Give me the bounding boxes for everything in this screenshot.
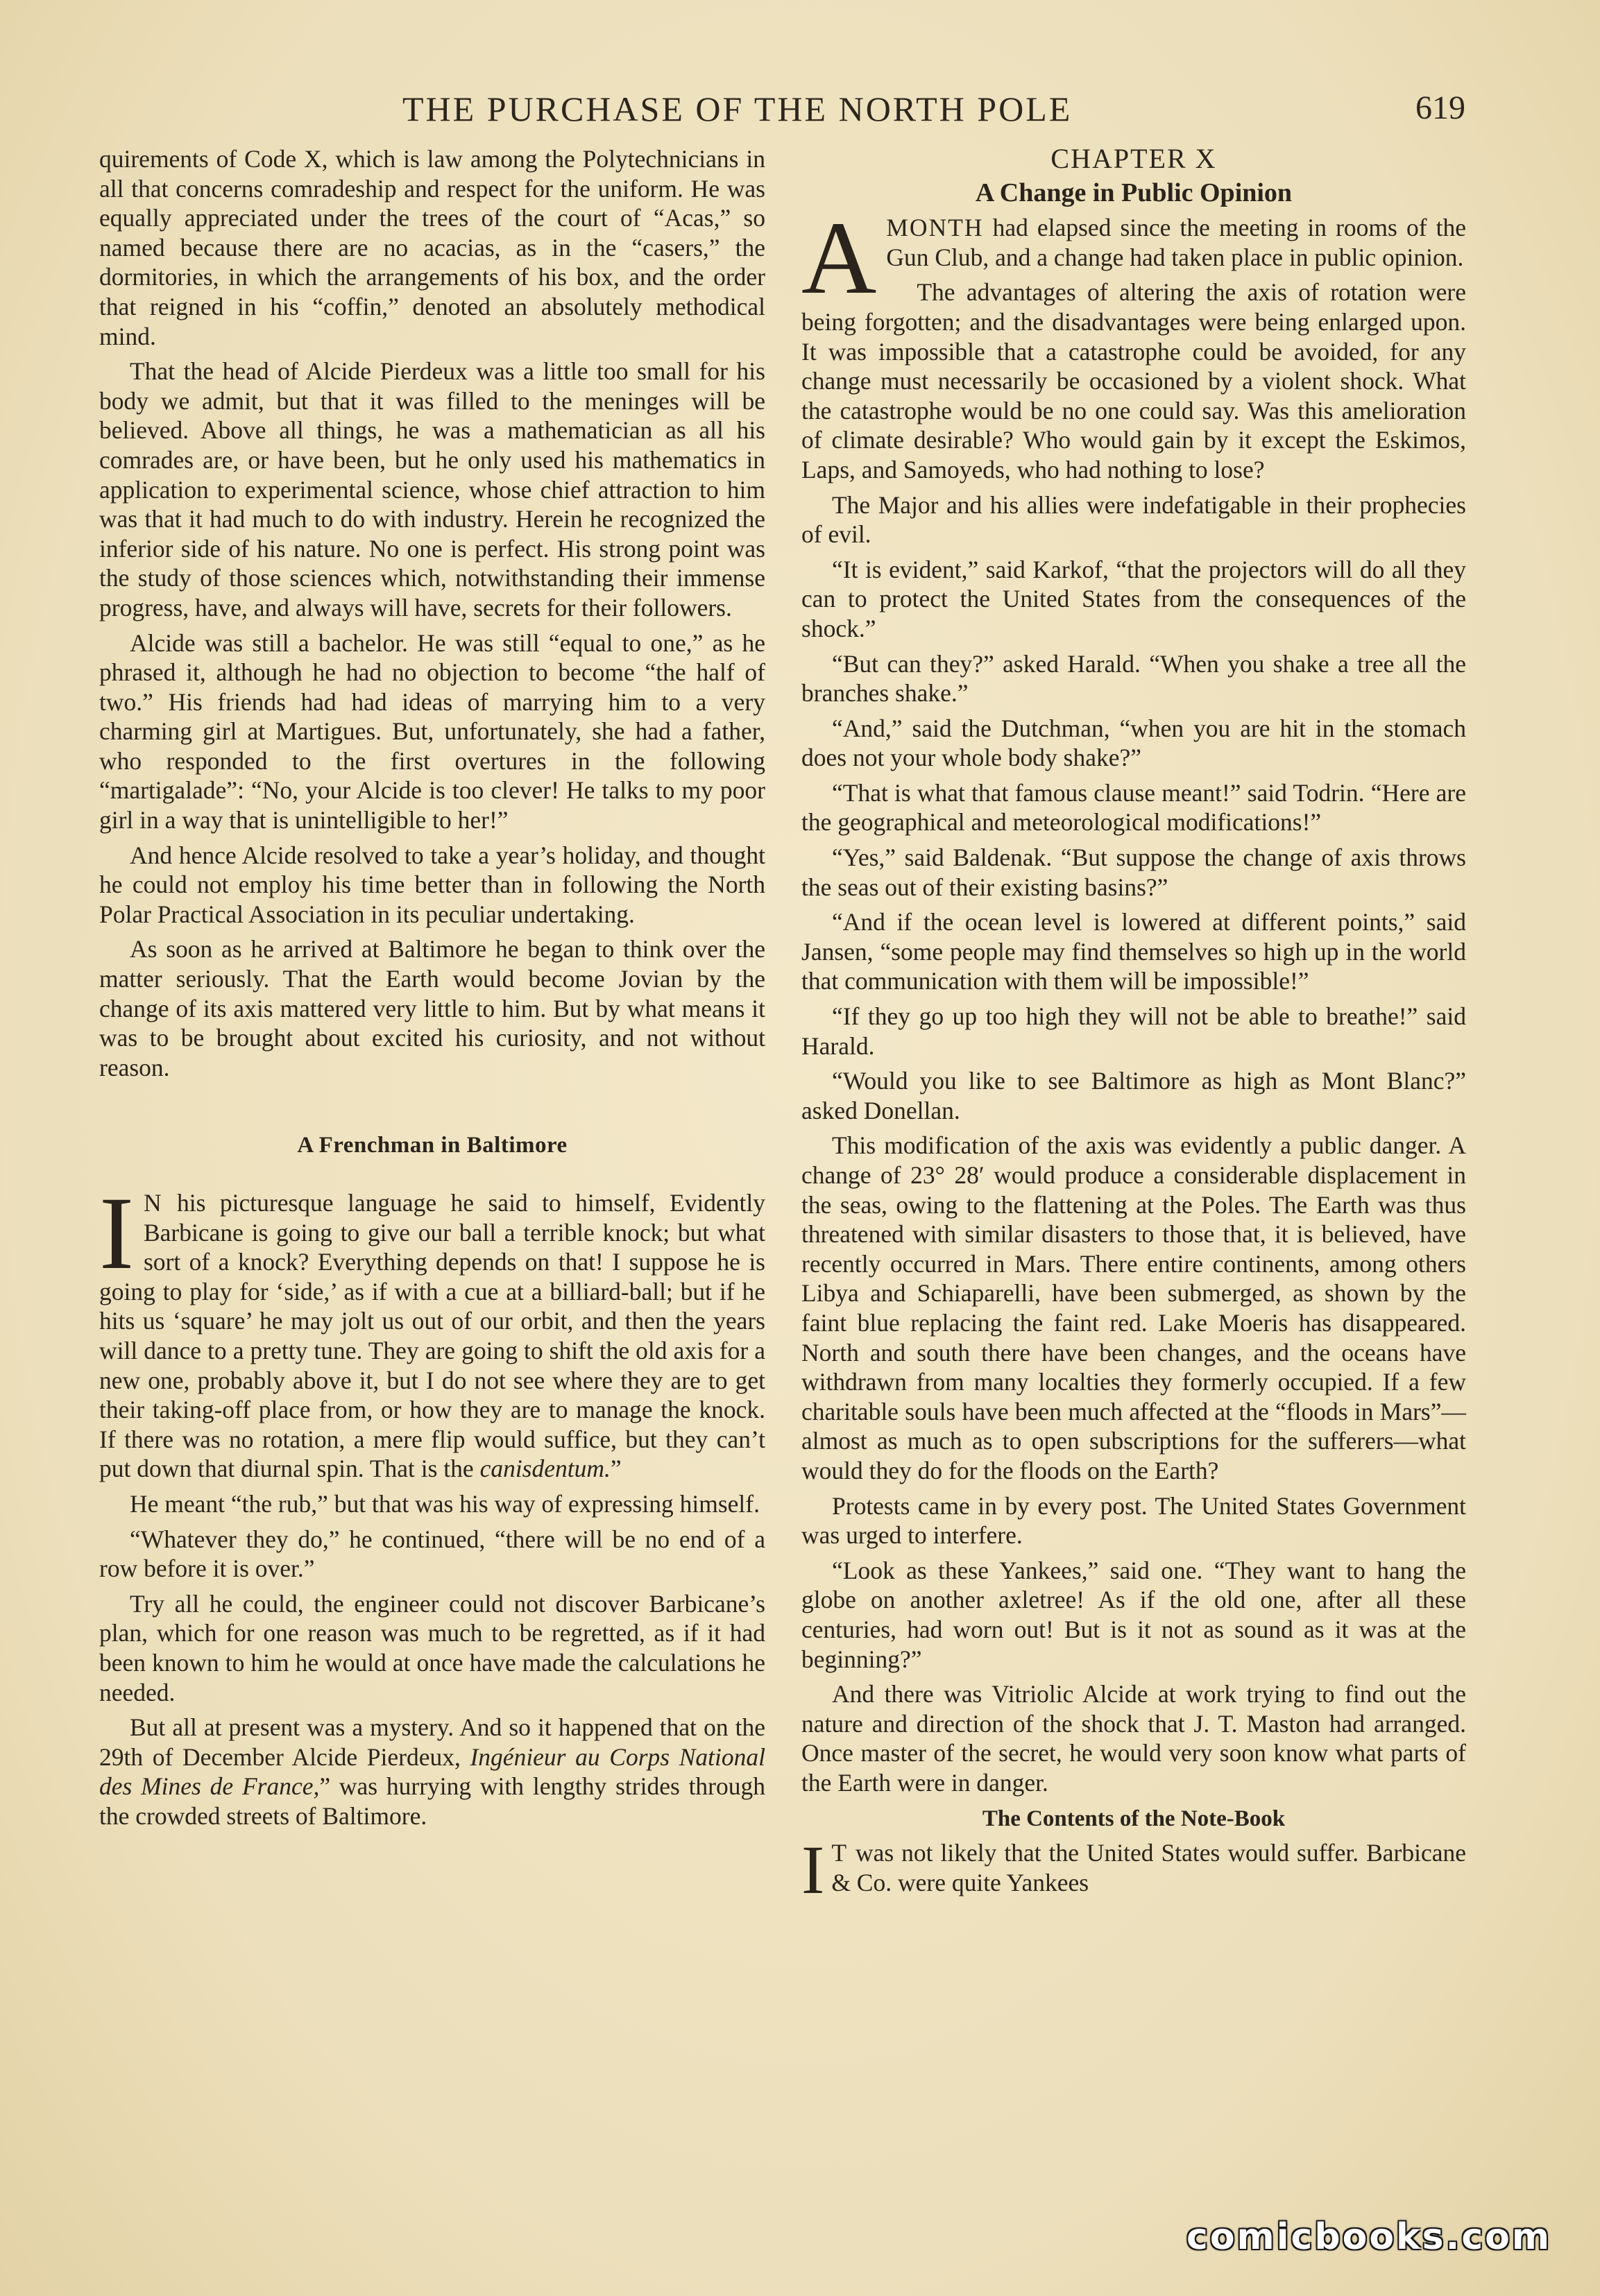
paragraph: “If they go up too high they will not be able to breathe!” said Harald. — [801, 1002, 1466, 1060]
section-title: A Frenchman in Baltimore — [297, 1133, 568, 1158]
drop-cap: I — [99, 1176, 134, 1291]
paragraph: And hence Alcide resolved to take a year’s holiday, and thought he could not employ his time better than in following the North Polar Practical Association in its peculiar undertaking. — [99, 841, 765, 928]
paragraph — [801, 1831, 1466, 1909]
paragraph: Try all he could, the engineer could not discover Barbicane’s plan, which for one reason was much to be regretted, as if it had been known to him he would at once have made the calculations he needed. — [99, 1589, 765, 1706]
chapter-title: A Change in Public Opinion — [975, 178, 1293, 207]
paragraph-text: his picturesque language he said to himself, Evidently Barbicane is going to give our ball a terrible knock; but what sort of a knock? Everything depends on that! I suppose he is going to play for ‘side,’ as if with a cue at a billiard-ball; but if he hits us ‘square’ he may jolt us out of our orbit, and then the years will dance to a pretty tune. They are going to shift the old axis for a new one, probably above it, but I do not see where they are to get their taking-off place from, or how they are to manage the knock. If there was no rotation, a mere flip would suffice, but they can’t put down that diurnal spin. That is the — [99, 1189, 765, 1483]
paragraph — [99, 1713, 765, 1831]
paragraph-text-end: ” was hurrying with lengthy strides through the crowded streets of Baltimore. — [99, 1772, 765, 1830]
section-title: The Contents of the Note-Book — [982, 1806, 1286, 1832]
chapter-heading: CHAPTER X — [1050, 143, 1217, 174]
paragraph: “Look as these Yankees,” said one. “They want to hang the globe on another axletree! As if the old one, after all these centuries, had worn out! But is it not as sound as it was at the beginning?” — [801, 1556, 1466, 1673]
paragraph: “But can they?” asked Harald. “When you shake a tree all the branches shake.” — [801, 649, 1466, 708]
page-number: 619 — [1415, 89, 1465, 126]
paragraph: He meant “the rub,” but that was his way of expressing himself. — [130, 1489, 760, 1518]
paragraph: As soon as he arrived at Baltimore he began to think over the matter seriously. That the Earth would become Jovian by the change of its axis mattered very little to him. But by what means it was to be brought about excited his curiosity, and not without reason. — [99, 935, 765, 1081]
drop-cap-rest: N — [143, 1189, 163, 1217]
paragraph — [99, 1176, 765, 1484]
paragraph: “That is what that famous clause meant!” said Todrin. “Here are the geographical and meteorological modifications!” — [801, 778, 1466, 837]
paragraph: Alcide was still a bachelor. He was still “equal to one,” as he phrased it, although he had no objection to become “the half of two.” His friends had had ideas of marrying him to a very charming girl at Martigues. But, unfortunately, she had a father, who responded to the first overtures in the following “martigalade”: “No, your Alcide is too clever! He talks to my poor girl in a way that is unintelligible to her!” — [99, 628, 765, 834]
paragraph-text: was not likely that the United States would suffer. Barbicane & Co. were quite Yankees — [831, 1839, 1466, 1896]
running-head: THE PURCHASE OF THE NORTH POLE — [402, 89, 1073, 128]
paragraph: That the head of Alcide Pierdeux was a little too small for his body we admit, but that it was filled to the meninges will be believed. Above all things, he was a mathematician as all his comrades are, or have been, but he only used his mathematics in application to experimental science, whose chief attraction to him was that it had much to do with industry. Herein he recognized the inferior side of his nature. No one is perfect. His strong point was the study of those sciences which, notwithstanding their immense progress, have, and always will have, secrets for their followers. — [99, 357, 765, 622]
paragraph: This modification of the axis was evidently a public danger. A change of 23° 28′ would produce a considerable displacement in the seas, owing to the flattening at the Poles. The Earth was thus threatened with similar disasters to those that, it is believed, have recently occurred in Mars. There entire continents, among others Libya and Schiaparelli, have been submerged, as shown by the faint blue replacing the faint red. Lake Moeris has disappeared. North and south there have been changes, and the oceans have withdrawn from many localties they formerly occupied. If a few charitable souls have been much affected at the “floods in Mars”—almost as much as to open subscriptions for the sufferers—what would they do for the floods on the Earth? — [801, 1131, 1466, 1484]
paragraph: “Yes,” said Baldenak. “But suppose the change of axis throws the seas out of their existing basins?” — [801, 843, 1466, 901]
paragraph-text: had elapsed since the meeting in rooms of the Gun Club, and a change had taken place in public opinion. — [886, 214, 1466, 271]
paragraph: The Major and his allies were indefatigable in their prophecies of evil. — [801, 490, 1466, 549]
paragraph: “And,” said the Dutchman, “when you are hit in the stomach does not your whole body shake?” — [801, 714, 1466, 772]
paragraph: The advantages of altering the axis of rotation were being forgotten; and the disadvantages were being enlarged upon. It was impossible that a catastrophe could be avoided, for any change must necessarily be occasioned by a violent shock. What the catastrophe would be no one could say. Was this amelioration of climate desirable? Who would gain by it except the Eskimos, Laps, and Samoyeds, who had nothing to lose? — [801, 278, 1466, 483]
drop-cap: A — [801, 200, 877, 316]
left-column — [99, 144, 765, 1836]
paragraph: “And if the ocean level is lowered at different points,” said Jansen, “some people may find themselves so high up in the world that communication with them will be impossible!” — [801, 908, 1466, 995]
paragraph-text-end: ” — [610, 1455, 622, 1483]
watermark: comicbooks.com — [1186, 2216, 1552, 2258]
drop-cap-rest: T — [831, 1839, 848, 1867]
paragraph: “Would you like to see Baltimore as high as Mont Blanc?” asked Donellan. — [801, 1067, 1466, 1124]
paragraph: “Whatever they do,” he continued, “there will be no end of a row before it is over.” — [99, 1525, 765, 1583]
paragraph-text: But all at present was a mystery. And so it happened that on the 29th of December Alcide Pierdeux, — [99, 1713, 765, 1771]
paragraph: quirements of Code X, which is law among the Polytechnicians in all that concerns comradeship and respect for the uniform. He was equally appreciated under the trees of the court of “Acas,” so named because there are no acacias, as in the “casers,” the dormitories, in which the arrangements of his box, and the order that reigned in his “coffin,” denoted an absolutely methodical mind. — [99, 145, 765, 350]
paragraph — [801, 200, 1466, 316]
drop-cap-rest: MONTH — [886, 214, 984, 242]
paragraph: Protests came in by every post. The United States Government was urged to interfere. — [801, 1491, 1466, 1550]
italic-text: Ingénieur au Corps National des Mines de France, — [99, 1742, 765, 1801]
right-column — [801, 143, 1466, 1909]
italic-text: canisdentum. — [479, 1455, 611, 1483]
paragraph: “It is evident,” said Karkof, “that the projectors will do all they can to protect the United States from the consequences of the shock.” — [801, 555, 1466, 642]
drop-cap: I — [801, 1831, 825, 1909]
paragraph: And there was Vitriolic Alcide at work trying to find out the nature and direction of the shock that J. T. Maston had arranged. Once master of the secret, he would very soon know what parts of the Earth were in danger. — [801, 1680, 1466, 1797]
